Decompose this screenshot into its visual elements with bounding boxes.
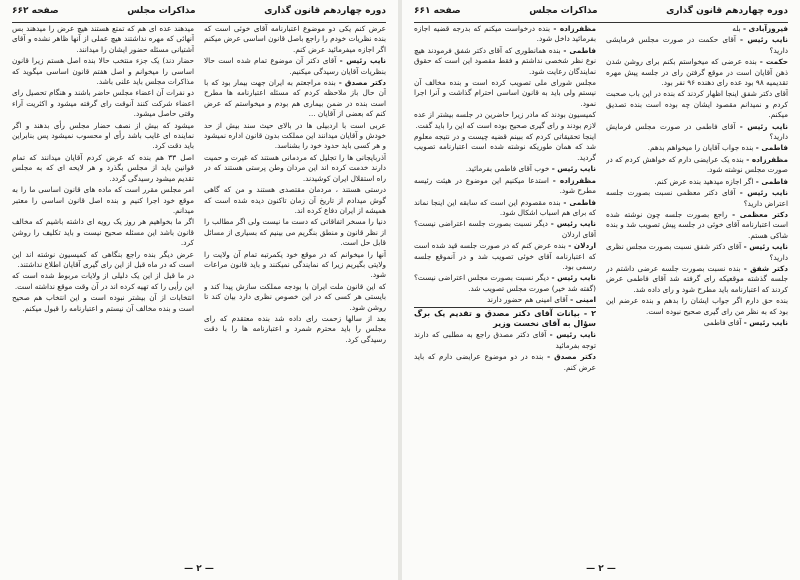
header-page-number: صفحه ۶۶۲ [12, 6, 59, 16]
speech-paragraph [12, 250, 194, 271]
speech-text: دیگر نسبت بصورت مجلس اعتراضی نیست؟ (گفته شد خیر) صورت مجلس تصویب شد. [414, 273, 596, 293]
speech-text: آقای فاطمی [703, 317, 742, 327]
speech-text: دیگر نسبت بصورت جلسه اعتراضی نیست؟ آقای اردلان [414, 219, 596, 239]
speech-paragraph [12, 185, 194, 216]
speech-paragraph [12, 293, 194, 314]
header-page-number: صفحه ۶۶۱ [414, 6, 461, 16]
speech-text: اینجا تحقیقاتی کردم که ببینم قضیه چیست و در نتیجه معلوم شد که همان طوریکه نوشته شده است اعتبارنامه تصویب گردید. [414, 132, 596, 162]
speech-text: بنده جواب آقایان را میخواهم بدهم. [647, 143, 754, 153]
speech-paragraph [204, 314, 386, 345]
speech-paragraph [414, 78, 596, 109]
speaker-name: نایب رئیس - [549, 330, 596, 340]
speech-paragraph [414, 164, 596, 174]
speech-text: اگر ما بخواهیم هر روز یک رویه ای داشته باشیم که مخالف قانون باشد این مسئله صحیح نیست و باید تکلیف را روشن کرد. [12, 217, 194, 248]
speech-text: بنده مقصودم این است که سابقه این اینجا نماند که برای هم اسباب اشکال شود. [414, 197, 596, 217]
speech-paragraph [414, 46, 596, 77]
speech-text: بنده مراجعتم به ایران جهت بیمار بود که با آن حال باز ملاحظه کردم که مسئله اعتبارنامه ها مطرح است بنده در ضمن بیماری هم بودم و میخواستم که عرض کنم که بعضی از آقایان ... [204, 78, 386, 119]
right-page-column-1 [606, 24, 788, 558]
left-page [0, 0, 399, 580]
speech-paragraph [204, 121, 386, 152]
speech-text: دو نفرات آن اعضاء مجلس حاضر باشند و هنگام تحصیل رای اعضاء شرکت کنند آنوقت رای گرفته میشود و اکثریت آراء وقتی حاصل میشود. [12, 88, 194, 119]
speaker-name: مظفرزاده - [746, 154, 788, 164]
speaker-name: نایب رئیس - [740, 35, 788, 45]
speaker-name: نایب رئیس - [739, 121, 788, 131]
speaker-name: نایب رئیس - [739, 188, 788, 198]
speech-paragraph [606, 155, 788, 176]
speaker-name: دکتر مصدق - [338, 78, 386, 88]
speaker-name: حکمت - [759, 57, 788, 67]
header-session: دوره چهاردهم قانون گذاری [666, 6, 788, 16]
speech-text: بنده عرض کنم که در صورت جلسه قید شده است که اعتبارنامه آقای خوئی تصویب شد و در آنموقع جلسه رسمی بود. [414, 241, 596, 271]
speaker-name: فاطمی - [563, 45, 596, 55]
speaker-name: نایب رئیس - [743, 317, 788, 327]
speaker-name: نایب رئیس - [551, 164, 596, 174]
speech-paragraph [606, 296, 788, 317]
left-page-column-1 [204, 24, 386, 558]
speaker-name: نایب رئیس - [551, 273, 596, 283]
speech-text: کمیسیون بودند که مادر زیرا حاضرین در جلسه بیشتر از عده لازم بودند و رای گیری صحیح بوده است که این را باید گفت. [414, 110, 596, 130]
speech-paragraph [606, 177, 788, 187]
speech-text: امر مجلس مقرر است که ماده های قانون اساسی ما را به موقع خود اجرا کنیم و بنده اصل قانون اساسی را معتبر میدانم. [12, 185, 194, 215]
speech-text: بنده عرضی که میخواستم بکنم برای روشن شدن ذهن آقایان است در موقع گرفتن رای در جلسه پیش مهره تقدیمیه ۹۸ بود عده رای دهنده ۹۶ نفر بود. [606, 57, 788, 88]
speech-text: حضار دند) یک جزء منتخب حالا بنده اصل هستم زیرا قانون اساسی را میخوانم و اصل هفتم قانون اساسی میگوید که مذاکرات مجلس باید علنی باشد. [12, 56, 194, 87]
speaker-name: دکتر مصدق - [547, 352, 596, 362]
speech-paragraph [414, 132, 596, 163]
speech-text: آقای حکمت در صورت مجلس فرمایشی دارید؟ [606, 35, 788, 55]
speech-text: اگر اجازه میدهید بنده عرض کنم. [654, 176, 754, 186]
speech-text: آنها را میخوانم که در موقع خود یکمرتبه تمام آن ولایت را ولایتی بگیریم زیرا که نمایندگی نمیکنند و باید قانون مراعات شود. [204, 249, 386, 280]
header-title: مذاکرات مجلس [127, 6, 196, 16]
running-header-right [414, 6, 788, 23]
speech-paragraph [12, 271, 194, 292]
speech-paragraph [606, 264, 788, 295]
speech-text: استدعا میکنیم این موضوع در هیئت رئیسه مطرح شود. [414, 175, 596, 196]
speech-text: آقای دکتر آن موضوع تمام شده است حالا بنظریات آقایان رسیدگی میکنیم. [204, 56, 386, 76]
speech-paragraph [606, 318, 788, 328]
speaker-name: دکتر معظمی - [732, 209, 788, 219]
speech-text: عرض کنم یکی دو موضوع اعتبارنامه آقای خوئی است که بنده نظریات خودم را راجع باصل قانون اساسی عرض میکنم اگر اجازه میفرمائید عرض کنم. [204, 24, 386, 54]
speaker-name: فاطمی - [563, 197, 596, 207]
speech-paragraph [204, 250, 386, 281]
speech-paragraph [414, 24, 596, 45]
speech-paragraph [204, 153, 386, 184]
speaker-name: فاطمی - [755, 143, 788, 153]
speech-paragraph [606, 122, 788, 143]
speech-text: در ما قبل از این یک دلیلی از ولایات مربوط شده است که این رأیی را که تهیه کرده اند در آن وقت موقع نداشته است. [12, 271, 194, 291]
section-heading: ۲ - بیانات آقای دکتر مصدق و تقدیم یک برگ سؤال به آقای نخست وزیر [414, 308, 596, 328]
speech-paragraph [606, 35, 788, 56]
header-session: دوره چهاردهم قانون گذاری [264, 6, 386, 16]
speech-text: بنده در دو موضوع عرایضی دارم که باید عرض کنم. [414, 352, 596, 372]
speech-text: بعد از سالها زحمت رای داده شد بنده معتقدم که رای مجلس را باید محترم شمرد و اعتبارنامه ها را با دقت رسیدگی کرد. [204, 313, 386, 344]
speech-text: آذربایجانی ها را تجلیل که مردمانی هستند که غیرت و حمیت دارند خدمت کرده اند این مردان وطن پرستی هستند که در راه استقلال ایران کوشیدند. [204, 152, 386, 183]
speaker-name: نایب رئیس - [550, 219, 596, 229]
speech-text: میشود که بیش از نصف حضار مجلس رأی بدهند و اگر نماینده ای غایب باشد رأی او محسوب نمیشود پس بنابراین باید دقت کرد. [12, 120, 194, 151]
speech-paragraph [12, 88, 194, 119]
speech-text: آقای دکتر معظمی نسبت بصورت جلسه اعتراض دارید؟ [606, 188, 788, 208]
speech-paragraph [414, 219, 596, 240]
speech-text: عربی است با اردبیلی ها در بالای حیث سند بیش از حد خودش و آقایان میدانند این مملکت بدون قانون اداره نمیشود و هر کسی باید حدود خود را بشناسد. [204, 120, 386, 151]
speech-paragraph [606, 210, 788, 241]
speech-text: مجلس شورای ملی تصویب کرده است و بنده مخالف آن نیستم ولی باید به قانون اساسی احترام گذاشت و آنرا اجرا نمود. [414, 78, 596, 108]
speech-paragraph [12, 24, 194, 55]
speech-text: بله [732, 24, 741, 33]
speech-text: اصل ۳۳ هم بنده که عرض کردم آقایان میدانند که تمام قوانین باید از مجلس بگذرد و هر لایحه ای که به مجلس تقدیم میشود رسیدگی گردد. [12, 152, 194, 183]
speech-text: که این قانون ملت ایران با بودجه مملکت سازش پیدا کند و بایستی هر کسی که در این خصوص نظری دارد بیان کند تا روشن شود. [204, 281, 386, 312]
speech-paragraph [12, 153, 194, 184]
speech-text: درستی هستند ، مردمان مقتصدی هستند و من که گاهی گوش میدادم از تاریخ آن زمان تاکنون دیده شده است که همیشه از ایران دفاع کرده اند. [204, 185, 386, 215]
speech-paragraph [414, 198, 596, 219]
speaker-name: نایب رئیس - [339, 56, 386, 66]
speaker-name: امینی - [570, 295, 596, 305]
speech-text: بنده حق دارم اگر جواب ایشان را بدهم و بنده عرضم این بود که به نظر من رای گیری صحیح نبوده است. [606, 296, 788, 316]
speech-text: آقای دکتر شفق نسبت بصورت مجلس نظری دارید؟ [606, 242, 788, 262]
speaker-name: فاطمی - [755, 176, 788, 186]
speech-text: آقای دکتر مصدق راجع به مطلبی که دارند توجه بفرمائید [414, 330, 596, 350]
speech-paragraph [414, 352, 596, 373]
speech-paragraph [606, 188, 788, 209]
right-page [402, 0, 800, 580]
speech-paragraph [414, 273, 596, 294]
speaker-name: نایب رئیس - [743, 242, 788, 252]
speech-paragraph [606, 89, 788, 120]
speech-text: راجع بصورت جلسه چون نوشته شده است اعتبارنامه آقای خوئی در جلسه پیش تصویب شد و بنده شاکی هستم. [606, 209, 788, 240]
speech-paragraph [12, 121, 194, 152]
speech-paragraph [204, 78, 386, 120]
speech-text: آقای دکتر شفق اینجا اظهار کردند که بنده در این باب صحبت کردم و نمیدانم مقصود ایشان چه بوده است بنده تصدیق میکنم. [606, 89, 788, 120]
speech-paragraph [12, 56, 194, 87]
speech-paragraph [204, 217, 386, 248]
speech-text: بنده درخواست میکنم که بدرجه قضیه اجازه بفرمائید داخل شود. [414, 24, 596, 44]
page-footer-number: — ۲ — [184, 564, 214, 574]
speech-text: بنده یک عرایضی دارم که خواهش کردم که در صورت مجلس نوشته شود. [606, 154, 788, 175]
speech-text: بنده نسبت بصورت جلسه عرضی داشتم در جلسه گذشته موقعیکه رای گرفته شد آقای فاطمی عرض کردند که اعتبارنامه باید مطرح شود و رای داده شد. [606, 263, 788, 294]
page-footer-number: — ۲ — [586, 564, 616, 574]
speech-text: آقای فاطمی در صورت مجلس فرمایش دارید؟ [606, 121, 788, 142]
speech-paragraph [414, 110, 596, 131]
speech-paragraph [606, 24, 788, 34]
speech-paragraph [414, 330, 596, 351]
speech-paragraph [414, 176, 596, 197]
speech-paragraph [414, 295, 596, 305]
speech-text: انتخابات از آن بیشتر نبوده است و این انتخاب هم صحیح است و بنده مخالف آن نیستم و اعتبارنامه را قبول میکنم. [12, 293, 194, 313]
speech-paragraph [606, 57, 788, 88]
speech-paragraph [204, 24, 386, 55]
speech-text: خوب آقای فاطمی بفرمائید. [465, 164, 550, 174]
speech-paragraph [12, 217, 194, 248]
left-page-column-2 [12, 24, 194, 558]
speech-paragraph [204, 185, 386, 216]
speech-paragraph [606, 242, 788, 263]
speech-paragraph [204, 56, 386, 77]
speaker-name: دکتر شفق - [743, 263, 788, 273]
right-page-column-2 [414, 24, 596, 558]
speaker-name: مظفرزاده - [553, 24, 596, 33]
speaker-name: فیروزآبادی - [742, 24, 788, 33]
speech-text: میدهند عده ای هم که تمتع هستند هیچ عرض را میدهند بس آنهائی که مهره نداشتند هیچ عملی از آنها ظاهر نشده و آقای آشتیانی مسئله حضور ایشان را میدانند. [12, 24, 194, 54]
speech-text: دنیا را مسخر اتفاقاتی که دست ما نیست ولی اگر مطالب را از نظر قانون و منطق بنگریم می بینیم که بسیاری از مسائل قابل حل است. [204, 217, 386, 248]
speech-paragraph [414, 241, 596, 272]
speech-text: بنده همانطوری که آقای دکتر شفق فرمودند هیچ نوع نظر شخصی نداشتم و فقط مقصود این است که حقوق نمایندگان رعایت شود. [414, 45, 596, 76]
speech-paragraph [606, 143, 788, 153]
speech-text: آقای امینی هم حضور دارند [487, 295, 568, 305]
speech-text: عرض دیگر بنده راجع بنگاهی که کمیسیون نوشته اند این است که در ماه قبل از این رای گیری آقایان اطلاع نداشتند. [12, 249, 194, 269]
header-title: مذاکرات مجلس [529, 6, 598, 16]
running-header-left [12, 6, 386, 23]
speech-paragraph [204, 282, 386, 313]
speaker-name: اردلان - [568, 241, 596, 251]
speaker-name: مظفرزاده - [552, 175, 596, 185]
